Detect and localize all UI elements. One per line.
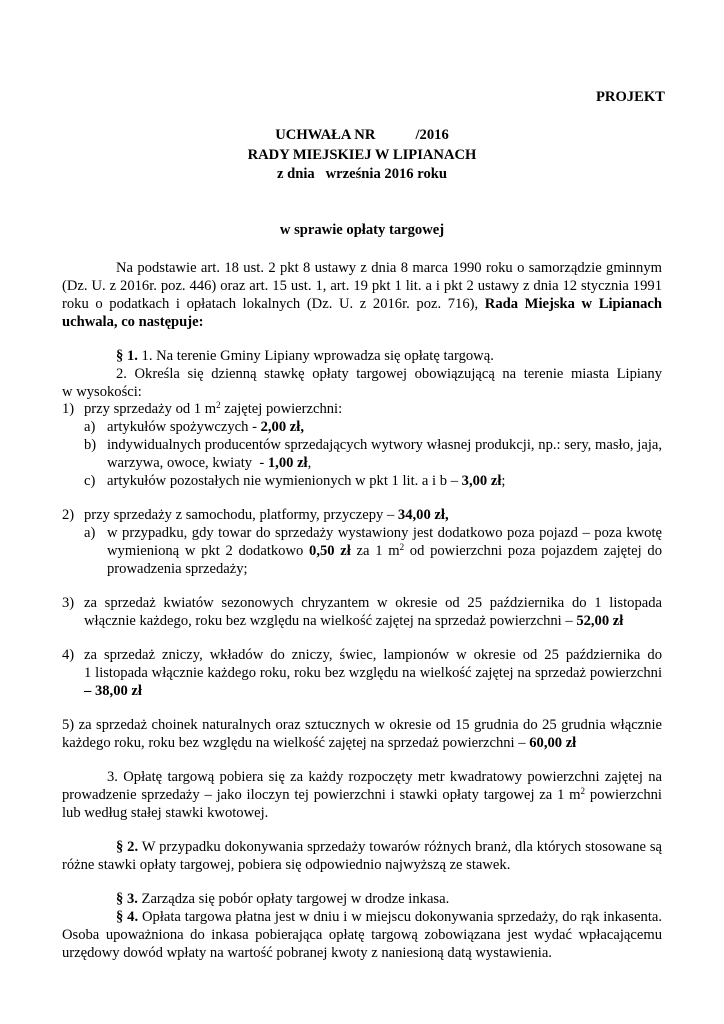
preamble-line-3: roku o podatkach i opłatach lokalnych (Dz. U. z 2016r. poz. 716), Rada Miejska w Lipianach bbox=[62, 296, 662, 312]
council-name: RADY MIEJSKIEJ W LIPIANACH bbox=[247, 147, 477, 163]
item-3-text-1: za sprzedaż kwiatów sezonowych chryzantem w okresie od 25 października do 1 listopada bbox=[84, 595, 662, 611]
section-3: § 3. Zarządza się pobór opłaty targowej w drodze inkasa. bbox=[116, 891, 450, 907]
preamble-line-1: Na podstawie art. 18 ust. 2 pkt 8 ustawy z dnia 8 marca 1990 roku o samorządzie gminnym bbox=[116, 260, 662, 276]
item-1c-text: artykułów pozostałych nie wymienionych w pkt 1 lit. a i b – 3,00 zł; bbox=[107, 473, 506, 489]
item-5-text-1: 5) za sprzedaż choinek naturalnych oraz sztucznych w okresie od 15 grudnia do 25 grudnia włącznie bbox=[62, 717, 662, 733]
item-1-number: 1) bbox=[62, 401, 75, 417]
item-2a-label: a) bbox=[84, 525, 96, 541]
item-2-text: przy sprzedaży z samochodu, platformy, przyczepy – 34,00 zł, bbox=[84, 507, 449, 523]
section-1-point-2-cont: w wysokości: bbox=[62, 384, 142, 400]
resolution-subject: w sprawie opłaty targowej bbox=[279, 222, 445, 238]
section-4-line-3: urzędowy dowód wpłaty na wartość pobranej kwoty z naniesioną datą wystawienia. bbox=[62, 945, 552, 961]
item-1a-label: a) bbox=[84, 419, 96, 435]
item-2-number: 2) bbox=[62, 507, 75, 523]
item-1c-label: c) bbox=[84, 473, 96, 489]
item-4-number: 4) bbox=[62, 647, 75, 663]
section-2-line-1: § 2. W przypadku dokonywania sprzedaży towarów różnych branż, dla których stosowane są bbox=[116, 839, 663, 855]
item-1b-text-1: indywidualnych producentów sprzedających wytwory własnej produkcji, np.: sery, masło, jaja, bbox=[107, 437, 662, 453]
item-1b-text-2: warzywa, owoce, kwiaty - 1,00 zł, bbox=[107, 455, 312, 471]
preamble-line-4: uchwala, co następuje: bbox=[62, 314, 204, 330]
section-1-point-3-line-3: lub według stałej stawki kwotowej. bbox=[62, 805, 269, 821]
item-1b-label: b) bbox=[84, 437, 97, 453]
item-1-text: przy sprzedaży od 1 $m^2$ zajętej powierzchni: bbox=[84, 400, 343, 417]
item-4-text-1: za sprzedaż zniczy, wkładów do zniczy, świec, lampionów w okresie od 25 października do bbox=[84, 647, 662, 663]
section-1-point-3-line-1: 3. Opłatę targową pobiera się za każdy rozpoczęty metr kwadratowy powierzchni zajętej na bbox=[107, 769, 662, 785]
section-4-line-2: Osoba upoważniona do inkasa pobierająca opłatę targową zobowiązana jest wydać wpłacającemu bbox=[62, 927, 662, 943]
item-2a-text-3: prowadzenia sprzedaży; bbox=[107, 561, 248, 577]
document-status: PROJEKT bbox=[596, 89, 665, 105]
item-5-text-2: każdego roku, roku bez względu na wielkość zajętej na sprzedaż powierzchni – 60,00 zł bbox=[62, 735, 577, 751]
item-2a-text-2: wymienioną w pkt 2 dodatkowo 0,50 zł za 1 $m^2$ od powierzchni poza pojazdem zajętej do bbox=[107, 542, 662, 559]
section-2-line-2: różne stawki opłaty targowej, pobiera się odpowiednio najwyższą ze stawek. bbox=[62, 857, 511, 873]
section-4-line-1: § 4. Opłata targowa płatna jest w dniu i w miejscu dokonywania sprzedaży, do rąk inkasenta. bbox=[116, 909, 663, 925]
section-1-point-3-line-2: prowadzenie sprzedaży – jako iloczyn tej powierzchni i stawki opłaty targowej za 1 $m^2$ powierzchni bbox=[62, 786, 662, 803]
item-4-text-2: 1 listopada włącznie każdego roku, roku bez względu na wielkość zajętej na sprzedaż powierzchni bbox=[84, 665, 662, 681]
resolution-date: z dnia września 2016 roku bbox=[276, 166, 447, 182]
item-3-number: 3) bbox=[62, 595, 75, 611]
resolution-number: UCHWAŁA NR /2016 bbox=[275, 127, 449, 143]
preamble-line-2: (Dz. U. z 2016r. poz. 446) oraz art. 15 ust. 1, art. 19 pkt 1 lit. a i pkt 2 ustawy z dnia 12 stycznia 1991 bbox=[62, 278, 662, 294]
item-3-text-2: włącznie każdego, roku bez względu na wielkość zajętej na sprzedaż powierzchni – 52,00 zł bbox=[84, 613, 624, 629]
item-4-text-3: – 38,00 zł bbox=[84, 683, 142, 699]
section-1-point-2: 2. Określa się dzienną stawkę opłaty targowej obowiązującą na terenie miasta Lipiany bbox=[116, 366, 662, 382]
item-1a-text: artykułów spożywczych - 2,00 zł, bbox=[107, 419, 304, 435]
item-2a-text-1: w przypadku, gdy towar do sprzedaży wystawiony jest dodatkowo poza pojazd – poza kwotę bbox=[107, 525, 662, 541]
section-1-point-1: § 1. 1. Na terenie Gminy Lipiany wprowadza się opłatę targową. bbox=[116, 348, 494, 364]
